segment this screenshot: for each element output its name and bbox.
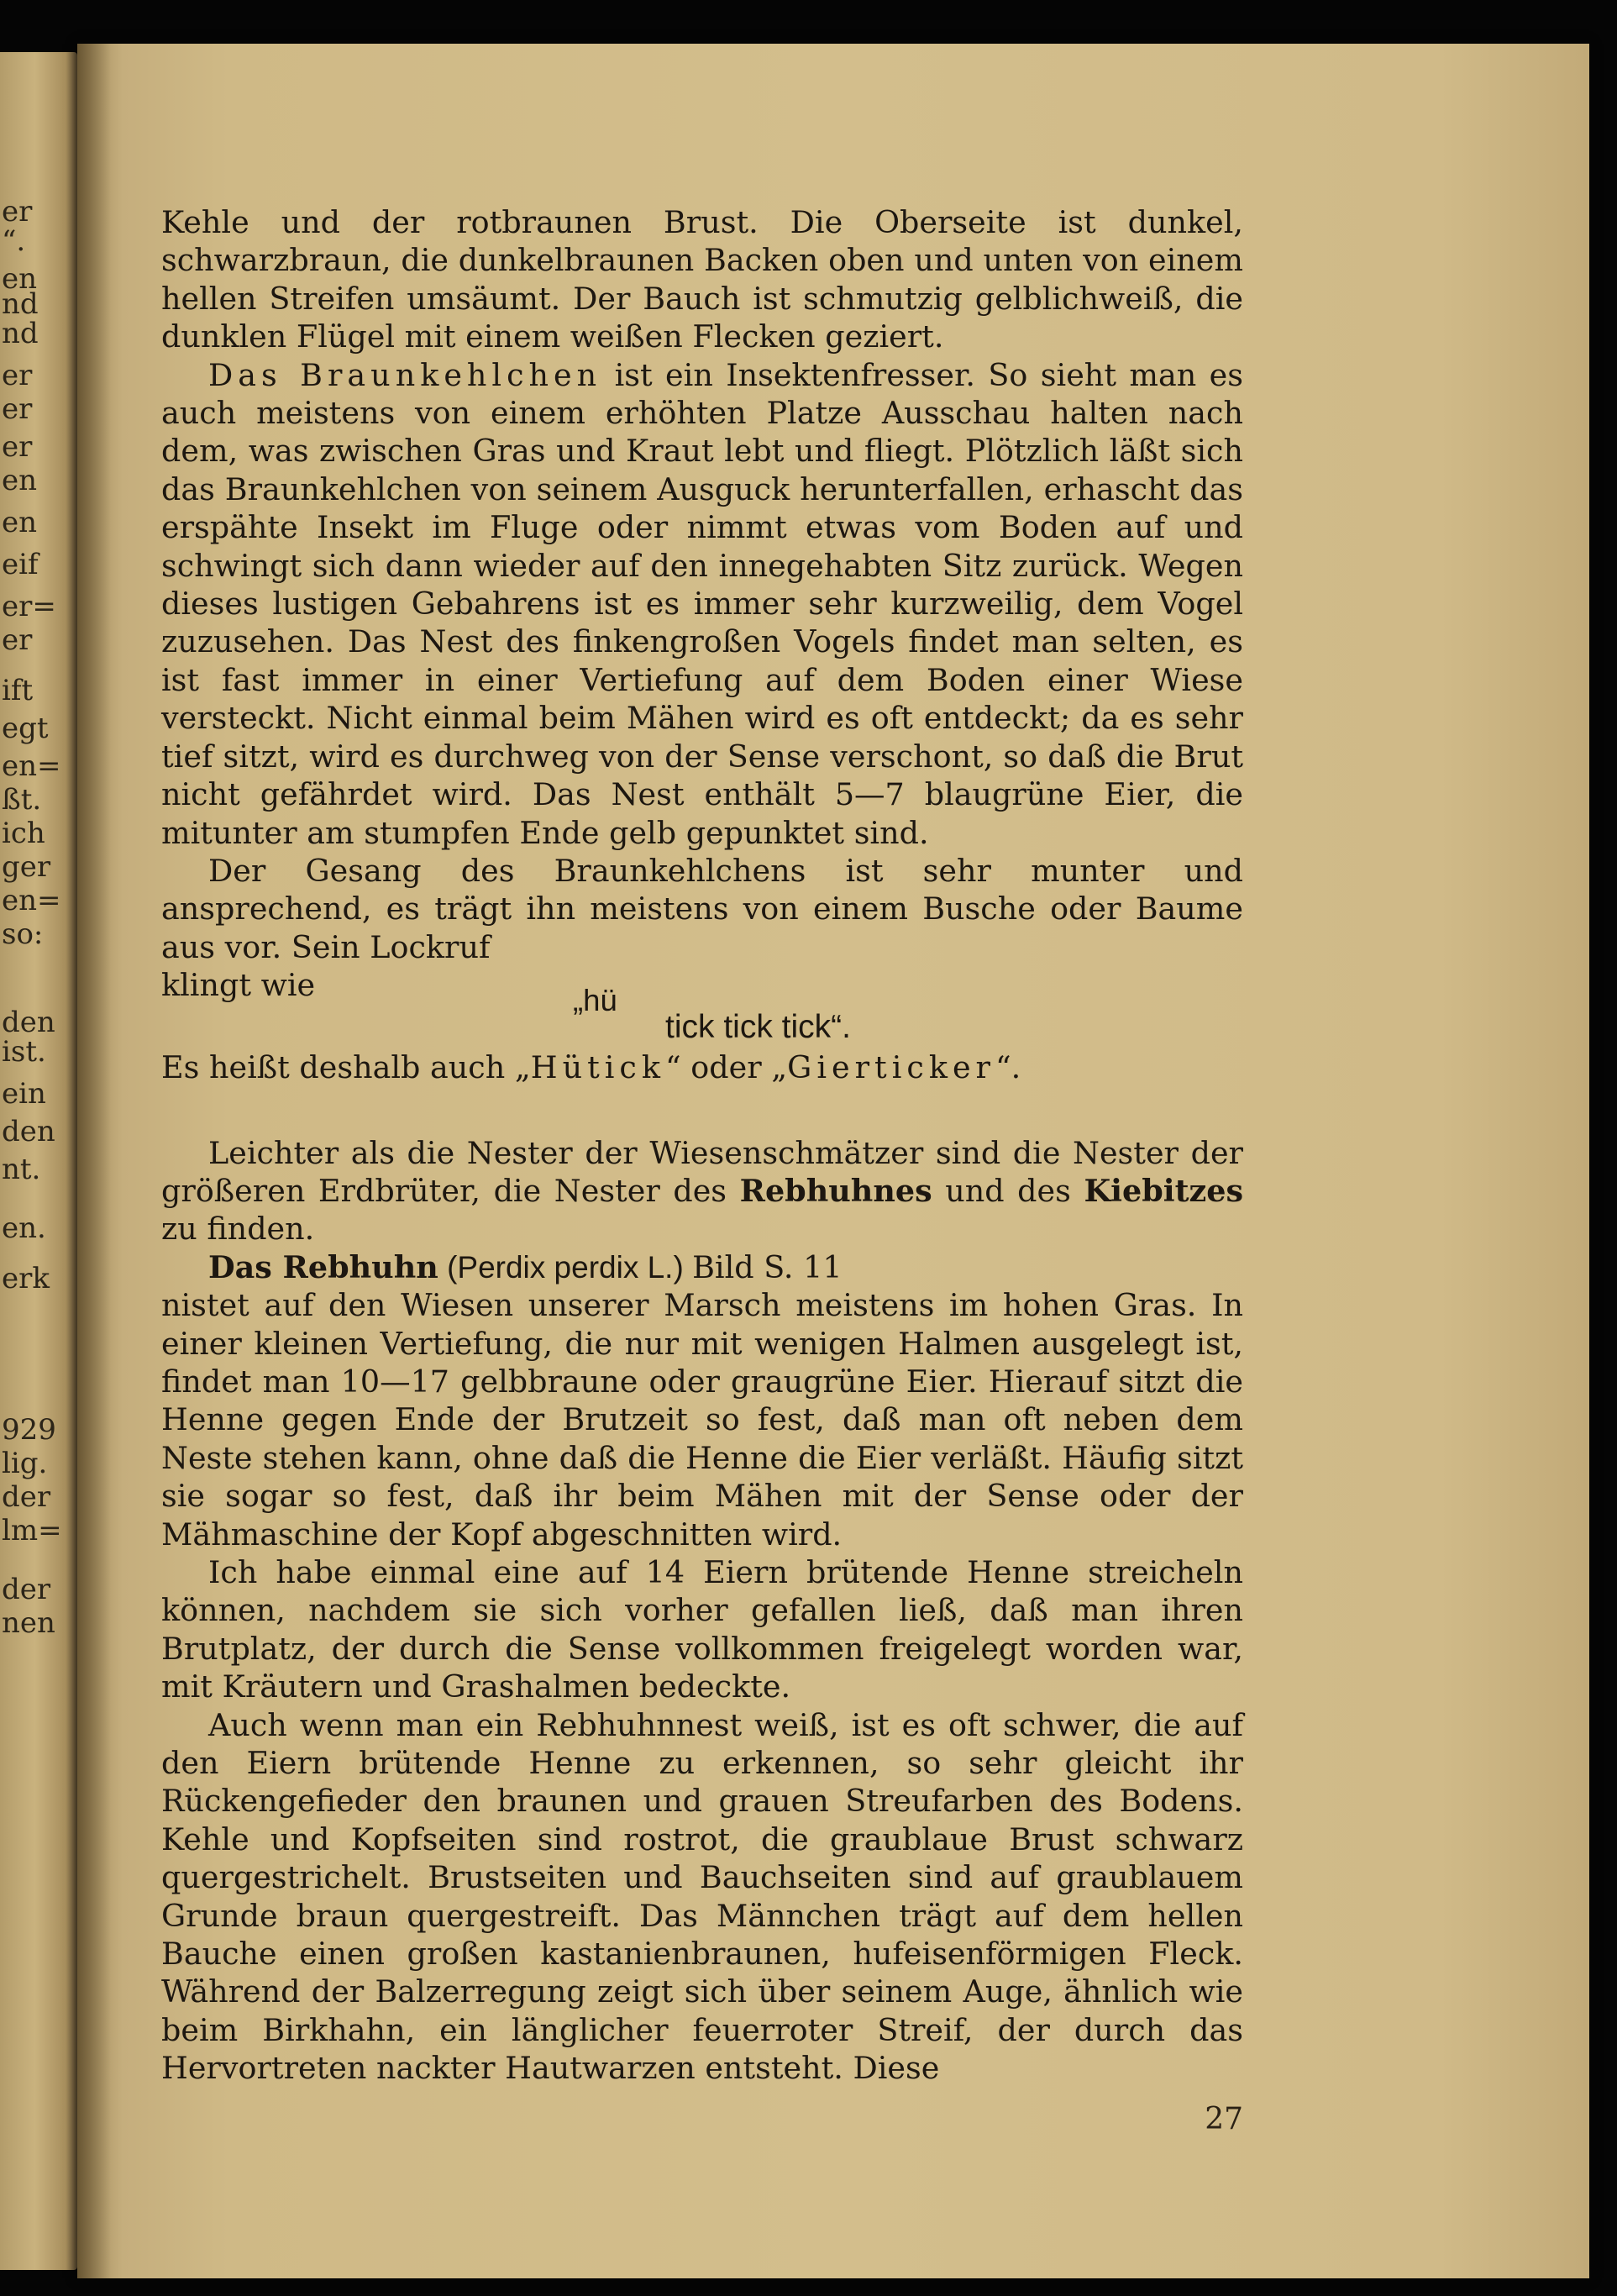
term-rebhuhnes: Rebhuhnes (739, 1172, 932, 1209)
paragraph-3: Der Gesang des Braunkehlchens ist sehr munter und ansprechend, es trägt ihn meistens von einem Busche oder Baume aus vor. Sein Lockruf (161, 852, 1243, 965)
previous-page-fragment: ßt. (2, 783, 42, 817)
previous-page-fragment: er (2, 195, 33, 229)
previous-page-fragment: er (2, 359, 33, 392)
call-intro: klingt wie (161, 967, 316, 1004)
call-tick: tick tick tick“. (665, 1009, 851, 1046)
p5-mid: und des (932, 1172, 1084, 1209)
p4-start: Es heißt deshalb auch „ (161, 1049, 531, 1086)
heading-figure-ref: Bild S. 11 (692, 1248, 843, 1285)
p4-end: “. (995, 1049, 1021, 1086)
heading-latin-name: (Perdix perdix L.) (438, 1249, 693, 1285)
previous-page-fragment: ein (2, 1077, 46, 1111)
previous-page-fragment: ist. (2, 1035, 46, 1069)
previous-page-fragment: den (2, 1115, 55, 1148)
previous-page-fragment: erk (2, 1262, 50, 1295)
heading-title: Das Rebhuhn (208, 1248, 438, 1285)
paragraph-1: Kehle und der rotbraunen Brust. Die Oberseite ist dunkel, schwarzbraun, die dunkelbraunen Backen oben und unten von einem hellen Streifen umsäumt. Der Bauch ist schmutzig gelblichweiß, die dunklen Flügel mit einem weißen Flecken geziert. (161, 204, 1243, 355)
paragraph-4 (161, 1048, 1243, 1086)
paragraph-6: nistet auf den Wiesen unserer Marsch meistens im hohen Gras. In einer kleinen Vertiefung, die nur mit wenigen Halmen ausgelegt ist, findet man 10—17 gelbbraune oder graugrüne Eier. Hierauf sitzt die Henne gegen Ende der Brutzeit so fest, daß man oft neben dem Neste stehen kann, ohne daß die Henne die Eier verläßt. Häufig sitzt sie sogar so fest, daß ihr beim Mähen mit der Sense oder der Mähmaschine der Kopf abgeschnitten wird. (161, 1287, 1243, 1553)
previous-page-edge (0, 52, 77, 2270)
page-gutter-shadow (77, 44, 111, 2278)
previous-page-fragment: 929 (2, 1413, 56, 1447)
name-giertikker: Gierticker (787, 1049, 996, 1086)
previous-page-fragment: en. (2, 1211, 46, 1245)
previous-page-fragment: ger (2, 850, 51, 884)
previous-page-fragment: nen (2, 1606, 55, 1640)
previous-page-fragment: er (2, 623, 33, 657)
body-text (161, 203, 1243, 2088)
previous-page-fragment: en= (2, 749, 61, 783)
previous-page-fragment: ift (2, 674, 34, 707)
previous-page-fragment: nd (2, 287, 39, 321)
paragraph-2 (161, 356, 1243, 852)
previous-page-fragment: der (2, 1480, 51, 1514)
previous-page-fragment: der (2, 1573, 51, 1606)
previous-page-fragment: egt (2, 712, 49, 745)
name-huetick: Hütick (530, 1049, 665, 1086)
section-heading-rebhuhn (161, 1248, 1243, 1286)
paragraph-5 (161, 1134, 1243, 1248)
term-kiebitzes: Kiebitzes (1084, 1172, 1243, 1209)
book-page (77, 44, 1589, 2278)
previous-page-fragment: nt. (2, 1153, 41, 1186)
previous-page-fragment: en (2, 464, 38, 497)
previous-page-fragment: en (2, 262, 38, 296)
call-notation (161, 966, 1243, 1048)
term-braunkehlchen: Das Braunkehlchen (208, 356, 602, 393)
previous-page-fragment: lm= (2, 1514, 62, 1547)
p5-start: Leichter als die Nester der Wiesenschmätzer sind die Nester der größeren Erdbrüter, die Nester des (161, 1134, 1243, 1209)
previous-page-fragment: nd (2, 317, 39, 350)
p5-end: zu finden. (161, 1211, 315, 1248)
previous-page-fragment: er (2, 430, 33, 464)
previous-page-fragment: er= (2, 590, 56, 623)
previous-page-fragment: ich (2, 817, 45, 850)
section-gap (161, 1087, 1243, 1134)
paragraph-7: Ich habe einmal eine auf 14 Eiern brütende Henne streicheln können, nachdem sie sich vorher gefallen ließ, daß man ihren Brutplatz, der durch die Sense vollkommen freigelegt worden war, mit Kräutern und Grashalmen bedeckte. (161, 1554, 1243, 1705)
previous-page-fragment: eif (2, 548, 39, 581)
previous-page-fragment: en (2, 506, 38, 539)
previous-page-fragment: den (2, 1006, 55, 1039)
p4-mid: “ oder „ (665, 1049, 788, 1086)
previous-page-fragment: er (2, 392, 33, 426)
previous-page-fragment: en= (2, 884, 61, 917)
call-hu: „hü (573, 983, 617, 1018)
paragraph-8: Auch wenn man ein Rebhuhnnest weiß, ist es oft schwer, die auf den Eiern brütende Henne zu erkennen, so sehr gleicht ihr Rückengefieder den braunen und grauen Streufarben des Bodens. Kehle und Kopfseiten sind rostrot, die graublaue Brust schwarz quergestrichelt. Brustseiten und Bauchseiten sind auf graublauem Grunde braun quergestreift. Das Männchen trägt auf dem hellen Bauche einen großen kastanienbraunen, hufeisenförmigen Fleck. Während der Balzerregung zeigt sich über seinem Auge, ähnlich wie beim Birkhahn, ein länglicher feuerroter Streif, der durch das Hervortreten nackter Hautwarzen entsteht. Diese (161, 1706, 1243, 2087)
page-number: 27 (1205, 2102, 1243, 2136)
paragraph-2-text: ist ein Insektenfresser. So sieht man es auch meistens von einem erhöhten Platze Ausschau halten nach dem, was zwischen Gras und Kraut lebt und fliegt. Plötzlich läßt sich das Braunkehlchen von seinem Ausguck herunterfallen, erhascht das erspähte Insekt im Fluge oder nimmt etwas vom Boden auf und schwingt sich dann wieder auf den innegehabten Sitz zurück. Wegen dieses lustigen Gebahrens ist es immer sehr kurzweilig, dem Vogel zuzusehen. Das Nest des finkengroßen Vogels findet man selten, es ist fast immer in einer Vertiefung auf dem Boden einer Wiese versteckt. Nicht einmal beim Mähen wird es oft entdeckt; da es sehr tief sitzt, wird es durchweg von der Sense verschont, so daß die Brut nicht gefährdet wird. Das Nest enthält 5—7 blaugrüne Eier, die mitunter am stumpfen Ende gelb gepunktet sind. (161, 356, 1243, 851)
previous-page-fragment: so: (2, 917, 44, 951)
previous-page-fragment: lig. (2, 1447, 48, 1480)
previous-page-fragment: “. (2, 224, 26, 258)
